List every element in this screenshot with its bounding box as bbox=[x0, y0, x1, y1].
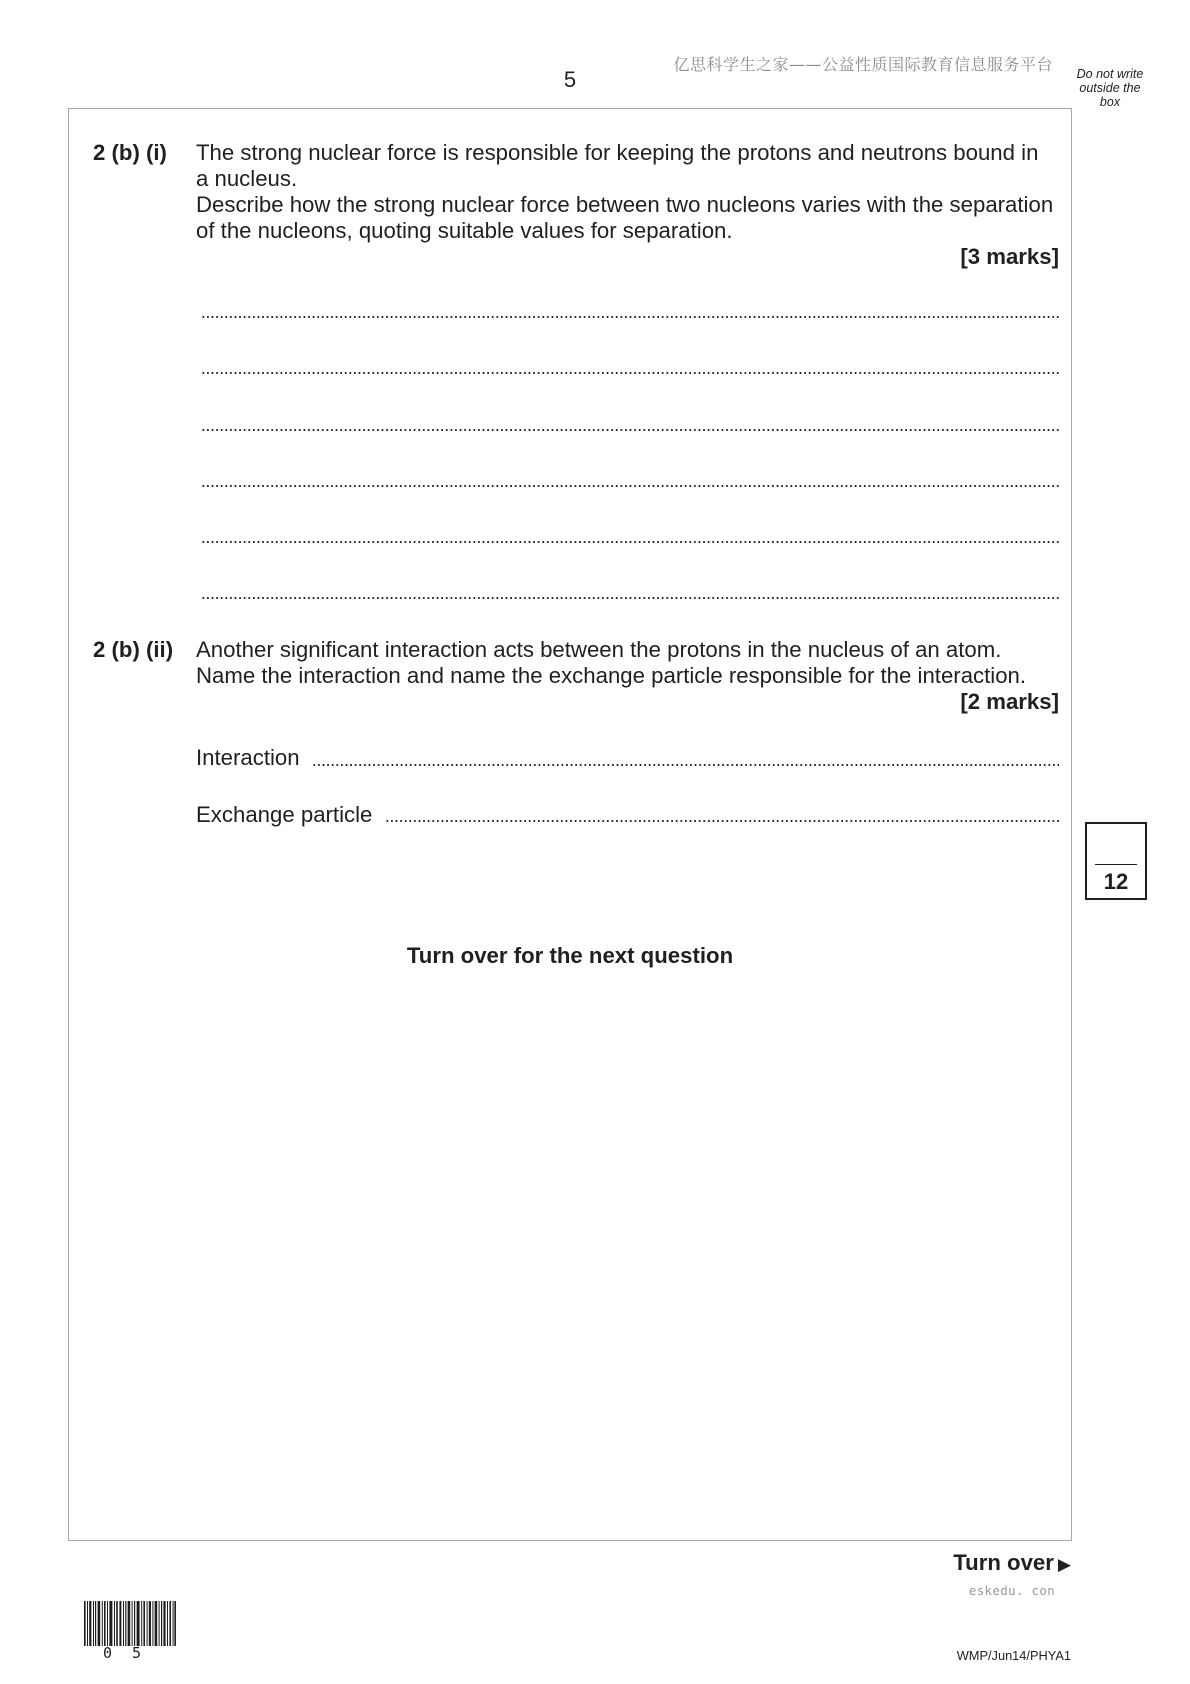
barcode-bar bbox=[95, 1601, 96, 1646]
marks-allocation: [3 marks] bbox=[960, 244, 1059, 269]
paper-reference: WMP/Jun14/PHYA1 bbox=[956, 1648, 1071, 1663]
question-line: The strong nuclear force is responsible for keeping the protons and neutrons bound in bbox=[196, 140, 1039, 165]
page-number: 5 bbox=[563, 67, 577, 92]
barcode-bar bbox=[137, 1601, 140, 1646]
barcode-bar bbox=[89, 1601, 91, 1646]
barcode bbox=[84, 1601, 176, 1646]
question-line: Name the interaction and name the exchange particle responsible for the interaction. bbox=[196, 663, 1027, 688]
question-line: Describe how the strong nuclear force between two nucleons varies with the separation bbox=[196, 192, 1054, 217]
barcode-bar bbox=[114, 1601, 115, 1646]
barcode-bar bbox=[128, 1601, 131, 1646]
exchange-particle-answer-line bbox=[385, 819, 1059, 823]
barcode-bar bbox=[147, 1601, 148, 1646]
barcode-bar bbox=[93, 1601, 94, 1646]
question-line: Another significant interaction acts between the protons in the nucleus of an atom. bbox=[196, 637, 1002, 662]
question-line: a nucleus. bbox=[196, 166, 298, 191]
answer-line bbox=[201, 484, 1059, 488]
barcode-bar bbox=[163, 1601, 165, 1646]
barcode-bar bbox=[141, 1601, 142, 1646]
interaction-label: Interaction bbox=[196, 745, 300, 770]
question-number: 2 (b) (i) bbox=[93, 140, 167, 165]
mark-box-divider bbox=[1095, 864, 1137, 865]
margin-note-line: Do not write bbox=[1076, 67, 1144, 81]
mark-box-total: 12 bbox=[1103, 869, 1129, 894]
barcode-digits: 0 5 bbox=[103, 1644, 147, 1662]
margin-note bbox=[1071, 67, 1149, 109]
question-text bbox=[196, 637, 1059, 715]
barcode-bar bbox=[152, 1601, 153, 1646]
barcode-bar bbox=[143, 1601, 145, 1646]
barcode-bar bbox=[125, 1601, 126, 1646]
answer-line bbox=[201, 315, 1059, 319]
barcode-bar bbox=[119, 1601, 121, 1646]
barcode-bar bbox=[173, 1601, 174, 1646]
barcode-bar bbox=[155, 1601, 158, 1646]
answer-line bbox=[201, 596, 1059, 600]
marks-allocation: [2 marks] bbox=[960, 689, 1059, 714]
barcode-bar bbox=[159, 1601, 160, 1646]
barcode-bar bbox=[149, 1601, 151, 1646]
barcode-bar bbox=[84, 1601, 86, 1646]
exchange-particle-label: Exchange particle bbox=[196, 802, 373, 827]
margin-note-line: outside the bbox=[1079, 81, 1141, 95]
barcode-bar bbox=[87, 1601, 88, 1646]
barcode-bar bbox=[104, 1601, 106, 1646]
turn-over-text: Turn over bbox=[953, 1550, 1054, 1575]
interaction-answer-line bbox=[312, 763, 1059, 767]
website-watermark: eskedu. con bbox=[968, 1583, 1055, 1598]
barcode-bar bbox=[161, 1601, 162, 1646]
barcode-bar bbox=[102, 1601, 103, 1646]
turn-over-label bbox=[953, 1550, 1071, 1578]
answer-line bbox=[201, 371, 1059, 375]
margin-note-line: box bbox=[1099, 95, 1121, 109]
turn-over-arrow-icon: ▶ bbox=[1057, 1555, 1071, 1575]
question-number: 2 (b) (ii) bbox=[93, 637, 174, 662]
barcode-bar bbox=[107, 1601, 108, 1646]
next-question-prompt: Turn over for the next question bbox=[406, 943, 734, 968]
barcode-bar bbox=[116, 1601, 118, 1646]
answer-line bbox=[201, 428, 1059, 432]
barcode-bar bbox=[109, 1601, 112, 1646]
barcode-bar bbox=[174, 1601, 176, 1646]
question-text bbox=[196, 140, 1059, 270]
examiner-mark-box bbox=[1085, 822, 1147, 900]
barcode-bar bbox=[123, 1601, 124, 1646]
barcode-bar bbox=[167, 1601, 168, 1646]
question-line: of the nucleons, quoting suitable values for separation. bbox=[196, 218, 733, 243]
header-watermark: 亿思科学生之家——公益性质国际教育信息服务平台 bbox=[673, 55, 1053, 74]
barcode-bar bbox=[134, 1601, 135, 1646]
barcode-bar bbox=[98, 1601, 101, 1646]
barcode-bar bbox=[169, 1601, 171, 1646]
answer-line bbox=[201, 540, 1059, 544]
barcode-bar bbox=[132, 1601, 133, 1646]
